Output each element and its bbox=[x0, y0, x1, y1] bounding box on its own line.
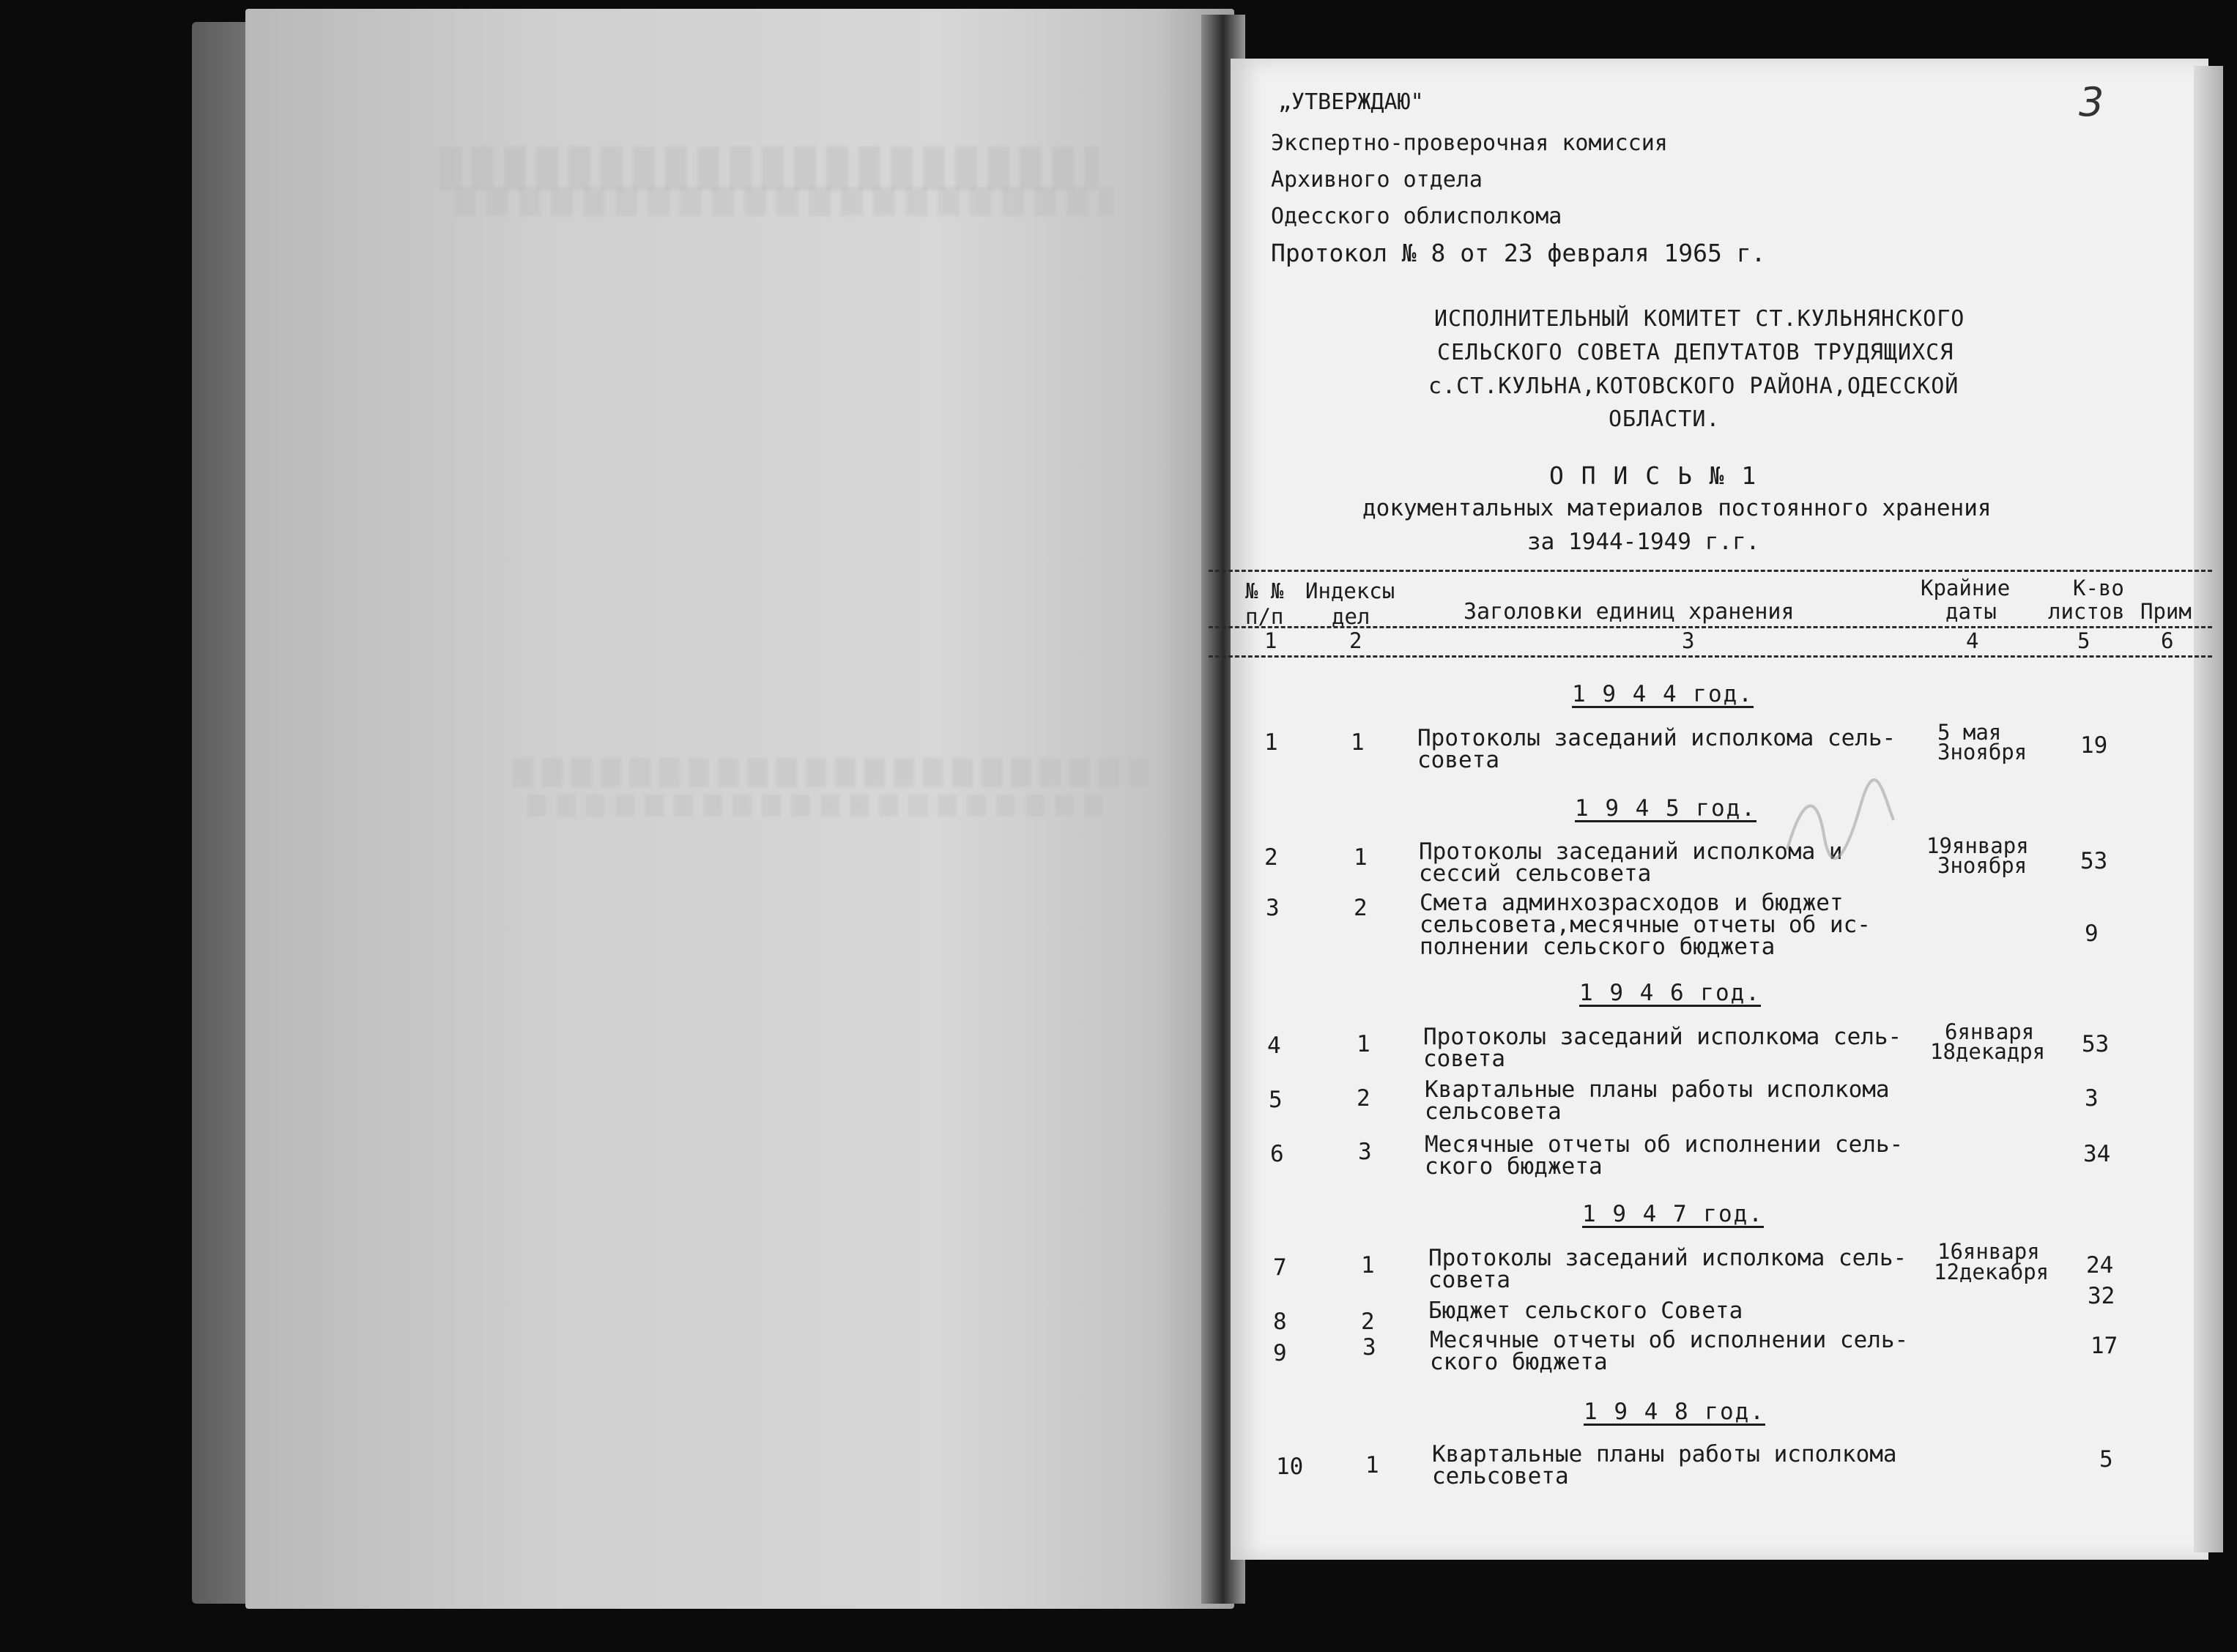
bleed-through-mark bbox=[527, 795, 1113, 816]
col-dates-header: Крайние bbox=[1921, 576, 2011, 600]
header-rule bbox=[1209, 655, 2212, 658]
row-number: 8 bbox=[1273, 1309, 1287, 1335]
row-title: Квартальные планы работы исполкома bbox=[1432, 1441, 1897, 1467]
row-title: сельсовета bbox=[1425, 1098, 1562, 1125]
year-heading: 1 9 4 5 год. bbox=[1575, 795, 1756, 822]
row-number: 7 bbox=[1273, 1254, 1287, 1281]
col-notes-header: Прим bbox=[2140, 599, 2192, 624]
row-title: ского бюджета bbox=[1425, 1153, 1603, 1180]
row-sheets: 19 bbox=[2080, 732, 2108, 759]
col-number-index: 3 bbox=[1682, 628, 1695, 653]
col-title-header: Заголовки единиц хранения bbox=[1463, 599, 1795, 625]
row-title: Бюджет сельского Совета bbox=[1428, 1298, 1743, 1324]
col-number-header: № № bbox=[1245, 578, 1284, 603]
approval-stamp: „УТВЕРЖДАЮ" bbox=[1278, 89, 1424, 115]
row-date: 3ноября bbox=[1937, 853, 2028, 878]
col-index-header: Индексы bbox=[1305, 578, 1395, 603]
row-number: 9 bbox=[1273, 1340, 1287, 1366]
inventory-title: О П И С Ь № 1 bbox=[1549, 461, 1758, 490]
row-date: 5 мая bbox=[1937, 720, 2002, 745]
row-title: сельсовета bbox=[1432, 1463, 1569, 1489]
col-number-index: 4 bbox=[1966, 628, 1979, 653]
row-date: 3ноября bbox=[1937, 740, 2028, 764]
row-index: 1 bbox=[1357, 1031, 1370, 1057]
row-title: сессий сельсовета bbox=[1419, 860, 1652, 887]
year-heading: 1 9 4 6 год. bbox=[1579, 980, 1761, 1006]
row-title: совета bbox=[1428, 1267, 1510, 1293]
row-sheets: 53 bbox=[2080, 848, 2108, 874]
approval-line: Экспертно-проверочная комиссия bbox=[1271, 130, 1668, 156]
row-title: Протоколы заседаний исполкома сель- bbox=[1417, 725, 1896, 751]
page-stack-edge bbox=[2194, 66, 2223, 1552]
header-rule bbox=[1209, 570, 2212, 572]
organization-title: ИСПОЛНИТЕЛЬНЫЙ КОМИТЕТ СТ.КУЛЬНЯНСКОГО bbox=[1434, 306, 1965, 332]
row-sheets: 53 bbox=[2082, 1031, 2110, 1057]
row-sheets: 32 bbox=[2088, 1283, 2115, 1309]
inventory-period: за 1944-1949 г.г. bbox=[1527, 529, 1760, 555]
col-sheets-header: К-во bbox=[2073, 576, 2124, 600]
col-number-index: 5 bbox=[2077, 628, 2091, 653]
page-number: 3 bbox=[2079, 79, 2104, 125]
row-index: 2 bbox=[1357, 1085, 1370, 1112]
row-number: 2 bbox=[1264, 844, 1278, 871]
col-number-index: 6 bbox=[2161, 628, 2174, 653]
bleed-through-mark bbox=[454, 187, 1113, 216]
row-index: 2 bbox=[1354, 895, 1368, 921]
organization-title: ОБЛАСТИ. bbox=[1609, 406, 1721, 432]
row-title: Квартальные планы работы исполкома bbox=[1425, 1076, 1890, 1103]
organization-title: СЕЛЬСКОГО СОВЕТА ДЕПУТАТОВ ТРУДЯЩИХСЯ bbox=[1437, 340, 1954, 365]
row-index: 3 bbox=[1362, 1334, 1376, 1361]
bleed-through-mark bbox=[439, 146, 1099, 190]
row-number: 1 bbox=[1264, 729, 1278, 756]
col-number-index: 2 bbox=[1349, 628, 1362, 653]
approval-line: Архивного отдела bbox=[1271, 167, 1483, 193]
row-title: совета bbox=[1423, 1046, 1505, 1072]
inventory-subtitle: документальных материалов постоянного хранения bbox=[1362, 495, 1992, 521]
row-title: Протоколы заседаний исполкома сель- bbox=[1423, 1024, 1902, 1050]
row-index: 1 bbox=[1351, 729, 1365, 756]
row-title: Смета админхозрасходов и бюджет bbox=[1420, 890, 1844, 916]
row-sheets: 34 bbox=[2083, 1141, 2111, 1167]
row-date: 18декадря bbox=[1930, 1039, 2046, 1064]
row-sheets: 17 bbox=[2091, 1333, 2118, 1359]
year-heading: 1 9 4 4 год. bbox=[1572, 681, 1754, 707]
row-index: 1 bbox=[1361, 1252, 1375, 1279]
row-title: Протоколы заседаний исполкома сель- bbox=[1428, 1245, 1907, 1271]
row-date: 19января bbox=[1926, 833, 2029, 858]
row-number: 3 bbox=[1266, 895, 1280, 921]
row-number: 6 bbox=[1270, 1141, 1284, 1167]
row-index: 1 bbox=[1365, 1452, 1379, 1478]
row-sheets: 24 bbox=[2086, 1252, 2114, 1279]
row-title: Месячные отчеты об исполнении сель- bbox=[1425, 1131, 1904, 1158]
row-number: 4 bbox=[1267, 1032, 1281, 1059]
approval-line: Одесского облисполкома bbox=[1271, 204, 1562, 229]
col-sheets-header: листов bbox=[2048, 599, 2125, 624]
col-number-index: 1 bbox=[1264, 628, 1277, 653]
row-index: 1 bbox=[1354, 844, 1368, 871]
row-number: 10 bbox=[1276, 1454, 1304, 1480]
row-sheets: 3 bbox=[2085, 1085, 2099, 1112]
row-date: 6января bbox=[1945, 1019, 2035, 1044]
bleed-through-mark bbox=[513, 758, 1150, 787]
row-index: 3 bbox=[1358, 1139, 1372, 1165]
row-sheets: 5 bbox=[2099, 1446, 2113, 1473]
protocol-line: Протокол № 8 от 23 февраля 1965 г. bbox=[1271, 239, 1766, 267]
row-date: 16января bbox=[1937, 1239, 2040, 1264]
row-title: Протоколы заседаний исполкома и bbox=[1419, 838, 1843, 865]
signature-mark bbox=[1773, 769, 1904, 871]
year-heading: 1 9 4 8 год. bbox=[1584, 1399, 1765, 1425]
col-dates-header: даты bbox=[1945, 599, 1997, 624]
row-sheets: 9 bbox=[2085, 920, 2099, 947]
row-number: 5 bbox=[1269, 1087, 1283, 1113]
row-title: ского бюджета bbox=[1430, 1349, 1608, 1375]
organization-title: с.СТ.КУЛЬНА,КОТОВСКОГО РАЙОНА,ОДЕССКОЙ bbox=[1428, 373, 1959, 399]
row-index: 2 bbox=[1361, 1309, 1375, 1335]
row-title: полнении сельского бюджета bbox=[1420, 934, 1776, 960]
col-index-header: дел bbox=[1332, 604, 1370, 629]
row-title: сельсовета,месячные отчеты об ис- bbox=[1420, 912, 1871, 938]
row-title: Месячные отчеты об исполнении сель- bbox=[1430, 1327, 1909, 1353]
row-title: совета bbox=[1417, 747, 1499, 773]
col-number-header: п/п bbox=[1245, 604, 1284, 629]
year-heading: 1 9 4 7 год. bbox=[1582, 1201, 1764, 1227]
row-date: 12декабря bbox=[1934, 1260, 2049, 1284]
